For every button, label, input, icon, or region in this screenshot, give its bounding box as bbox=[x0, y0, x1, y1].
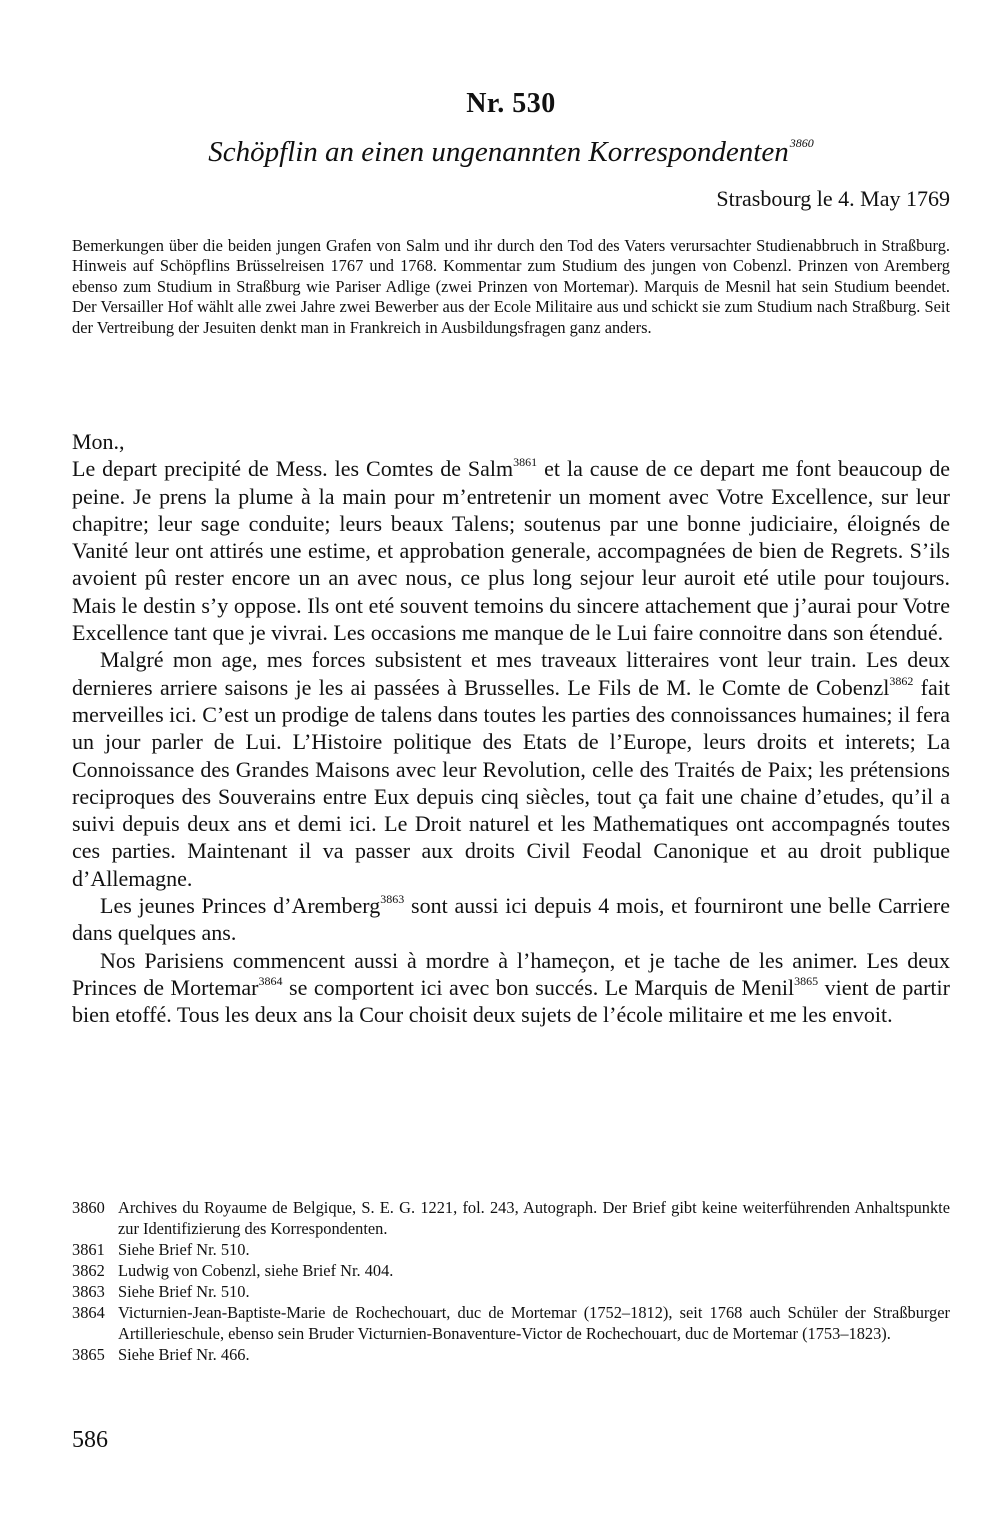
paragraph-text: sont aussi ici depuis 4 mois, et fourniront une belle Carriere dans quelques ans. bbox=[72, 893, 951, 946]
document-title bbox=[72, 136, 950, 169]
footnote-item bbox=[72, 1302, 950, 1344]
footnote-item bbox=[72, 1197, 950, 1239]
summary-abstract: Bemerkungen über die beiden jungen Grafen von Salm und ihr durch den Tod des Vaters verursachter Studienabbruch in Straßburg. Hinweis auf Schöpflins Brüsselreisen 1767 und 1768. Kommentar zum Studium des jungen von Cobenzl. Prinzen von Aremberg ebenso zum Studium in Straßburg wie Pariser Adlige (zwei Prinzen von Mortemar). Marquis de Mesnil hat sein Studium beendet. Der Versailler Hof wählt alle zwei Jahre zwei Bewerber aus der Ecole Militaire aus und schickt sie zum Studium nach Straßburg. Seit der Vertreibung der Jesuiten denkt man in Frankreich in Ausbildungsfragen ganz anders. bbox=[72, 236, 950, 337]
footnote-number: 3864 bbox=[72, 1303, 105, 1322]
footnote-text: Siehe Brief Nr. 466. bbox=[118, 1345, 250, 1364]
paragraph-text: Nos Parisiens commencent aussi à mordre à l’hameçon, et je tache de les animer. Les deux Princes de Mortemar bbox=[72, 947, 950, 1000]
paragraph-text: se comportent ici avec bon succés. Le Marquis de Menil bbox=[282, 974, 795, 1000]
footnote-text: Ludwig von Cobenzl, siehe Brief Nr. 404. bbox=[118, 1261, 394, 1280]
footnote-ref-3861[interactable]: 3861 bbox=[513, 455, 538, 470]
footnote-item bbox=[72, 1239, 950, 1260]
paragraph-text: et la cause de ce depart me font beaucoup de peine. Je prens la plume à la main pour m’entretenir un moment avec Votre Excellence, sur leur chapitre; leur sage conduite; leurs beaux Talens; soutenus par une bonne judiciaire, éloignés de Vanité leur ont attirés une estime, et approbation generale, accompagnées de bien de Regrets. S’ils avoient pû rester encore un an avec nous, ce plus long sejour leur auroit eté utile pour toujours. Mais le destin s’y oppose. Ils ont eté souvent temoins du sincere attachement que j’aurai pour Votre Excellence tant que je vivrai. Les occasions me manque de le Lui faire connoitre dans son étendué. bbox=[72, 456, 951, 646]
footnote-ref-3863[interactable]: 3863 bbox=[380, 892, 405, 907]
paragraph-text: Les jeunes Princes d’Aremberg bbox=[100, 893, 381, 919]
paragraph-text: Malgré mon age, mes forces subsistent et mes traveaux litteraires vont leur train. Les deux dernieres arriere saisons je les ai passées à Brusselles. Le Fils de M. le Comte de Cobenzl bbox=[72, 647, 950, 700]
document-page bbox=[72, 0, 950, 1531]
paragraph-text: fait merveilles ici. C’est un prodige de talens dans toutes les parties des connoissances humaines; il fera un jour parler de Lui. L’Histoire politique des Etats de l’Europe, leurs droits et interets; La Connoissance des Grandes Maisons avec leur Revolution, celle des Traités de Paix; les prétensions reciproques des Souverains entre Eux depuis cinq siècles, tout ça fait une chaine d’etudes, qu’il a suivi depuis deux ans et demi ici. Le Droit naturel et les Mathematiques ont accompagnés toutes ces parties. Maintenant il va passer aux droits Civil Feodal Canonique et au droit publique d’Allemagne. bbox=[72, 674, 950, 891]
letter-body bbox=[72, 428, 950, 1029]
footnote-item bbox=[72, 1281, 950, 1302]
letter-paragraph-4 bbox=[72, 947, 950, 1029]
footnote-number: 3865 bbox=[72, 1345, 105, 1364]
document-number: Nr. 530 bbox=[466, 88, 556, 119]
footnote-text: Victurnien-Jean-Baptiste-Marie de Rochechouart, duc de Mortemar (1752–1812), seit 1768 auch Schüler der Straßburger Artillerieschule, ebenso sein Bruder Victurnien-Bonaventure-Victor de Rochechouart, duc de Mortemar (1753–1823). bbox=[118, 1303, 950, 1343]
paragraph-text: vient de partir bien etoffé. Tous les deux ans la Cour choisit deux sujets de l’école militaire et me les envoit. bbox=[72, 974, 950, 1028]
document-title-text: Schöpflin an einen ungenannten Korrespondenten bbox=[208, 136, 789, 168]
letter-salutation: Mon., bbox=[72, 429, 125, 454]
footnote-ref-3864[interactable]: 3864 bbox=[258, 973, 283, 988]
footnote-ref-3862[interactable]: 3862 bbox=[889, 673, 914, 688]
footnote-text: Siehe Brief Nr. 510. bbox=[118, 1282, 250, 1301]
letter-paragraph-3 bbox=[72, 892, 950, 947]
footnote-text: Siehe Brief Nr. 510. bbox=[118, 1240, 250, 1259]
footnote-ref-3865[interactable]: 3865 bbox=[794, 973, 819, 988]
footnotes-section bbox=[72, 1197, 950, 1365]
footnote-number: 3863 bbox=[72, 1282, 105, 1301]
footnote-item bbox=[72, 1344, 950, 1365]
paragraph-text: Le depart precipité de Mess. les Comtes de Salm bbox=[72, 456, 514, 482]
footnote-number: 3861 bbox=[72, 1240, 105, 1259]
footnote-number: 3862 bbox=[72, 1261, 105, 1280]
footnote-text: Archives du Royaume de Belgique, S. E. G. 1221, fol. 243, Autograph. Der Brief gibt keine weiterführenden Anhaltspunkte zur Identifizierung des Korrespondenten. bbox=[118, 1198, 950, 1238]
page-number: 586 bbox=[72, 1427, 108, 1453]
footnote-ref-3860[interactable]: 3860 bbox=[789, 136, 814, 150]
letter-paragraph-2 bbox=[72, 646, 950, 892]
footnote-number: 3860 bbox=[72, 1198, 105, 1217]
place-date-line: Strasbourg le 4. May 1769 bbox=[716, 186, 950, 211]
footnote-item bbox=[72, 1260, 950, 1281]
letter-paragraph-1 bbox=[72, 455, 950, 646]
